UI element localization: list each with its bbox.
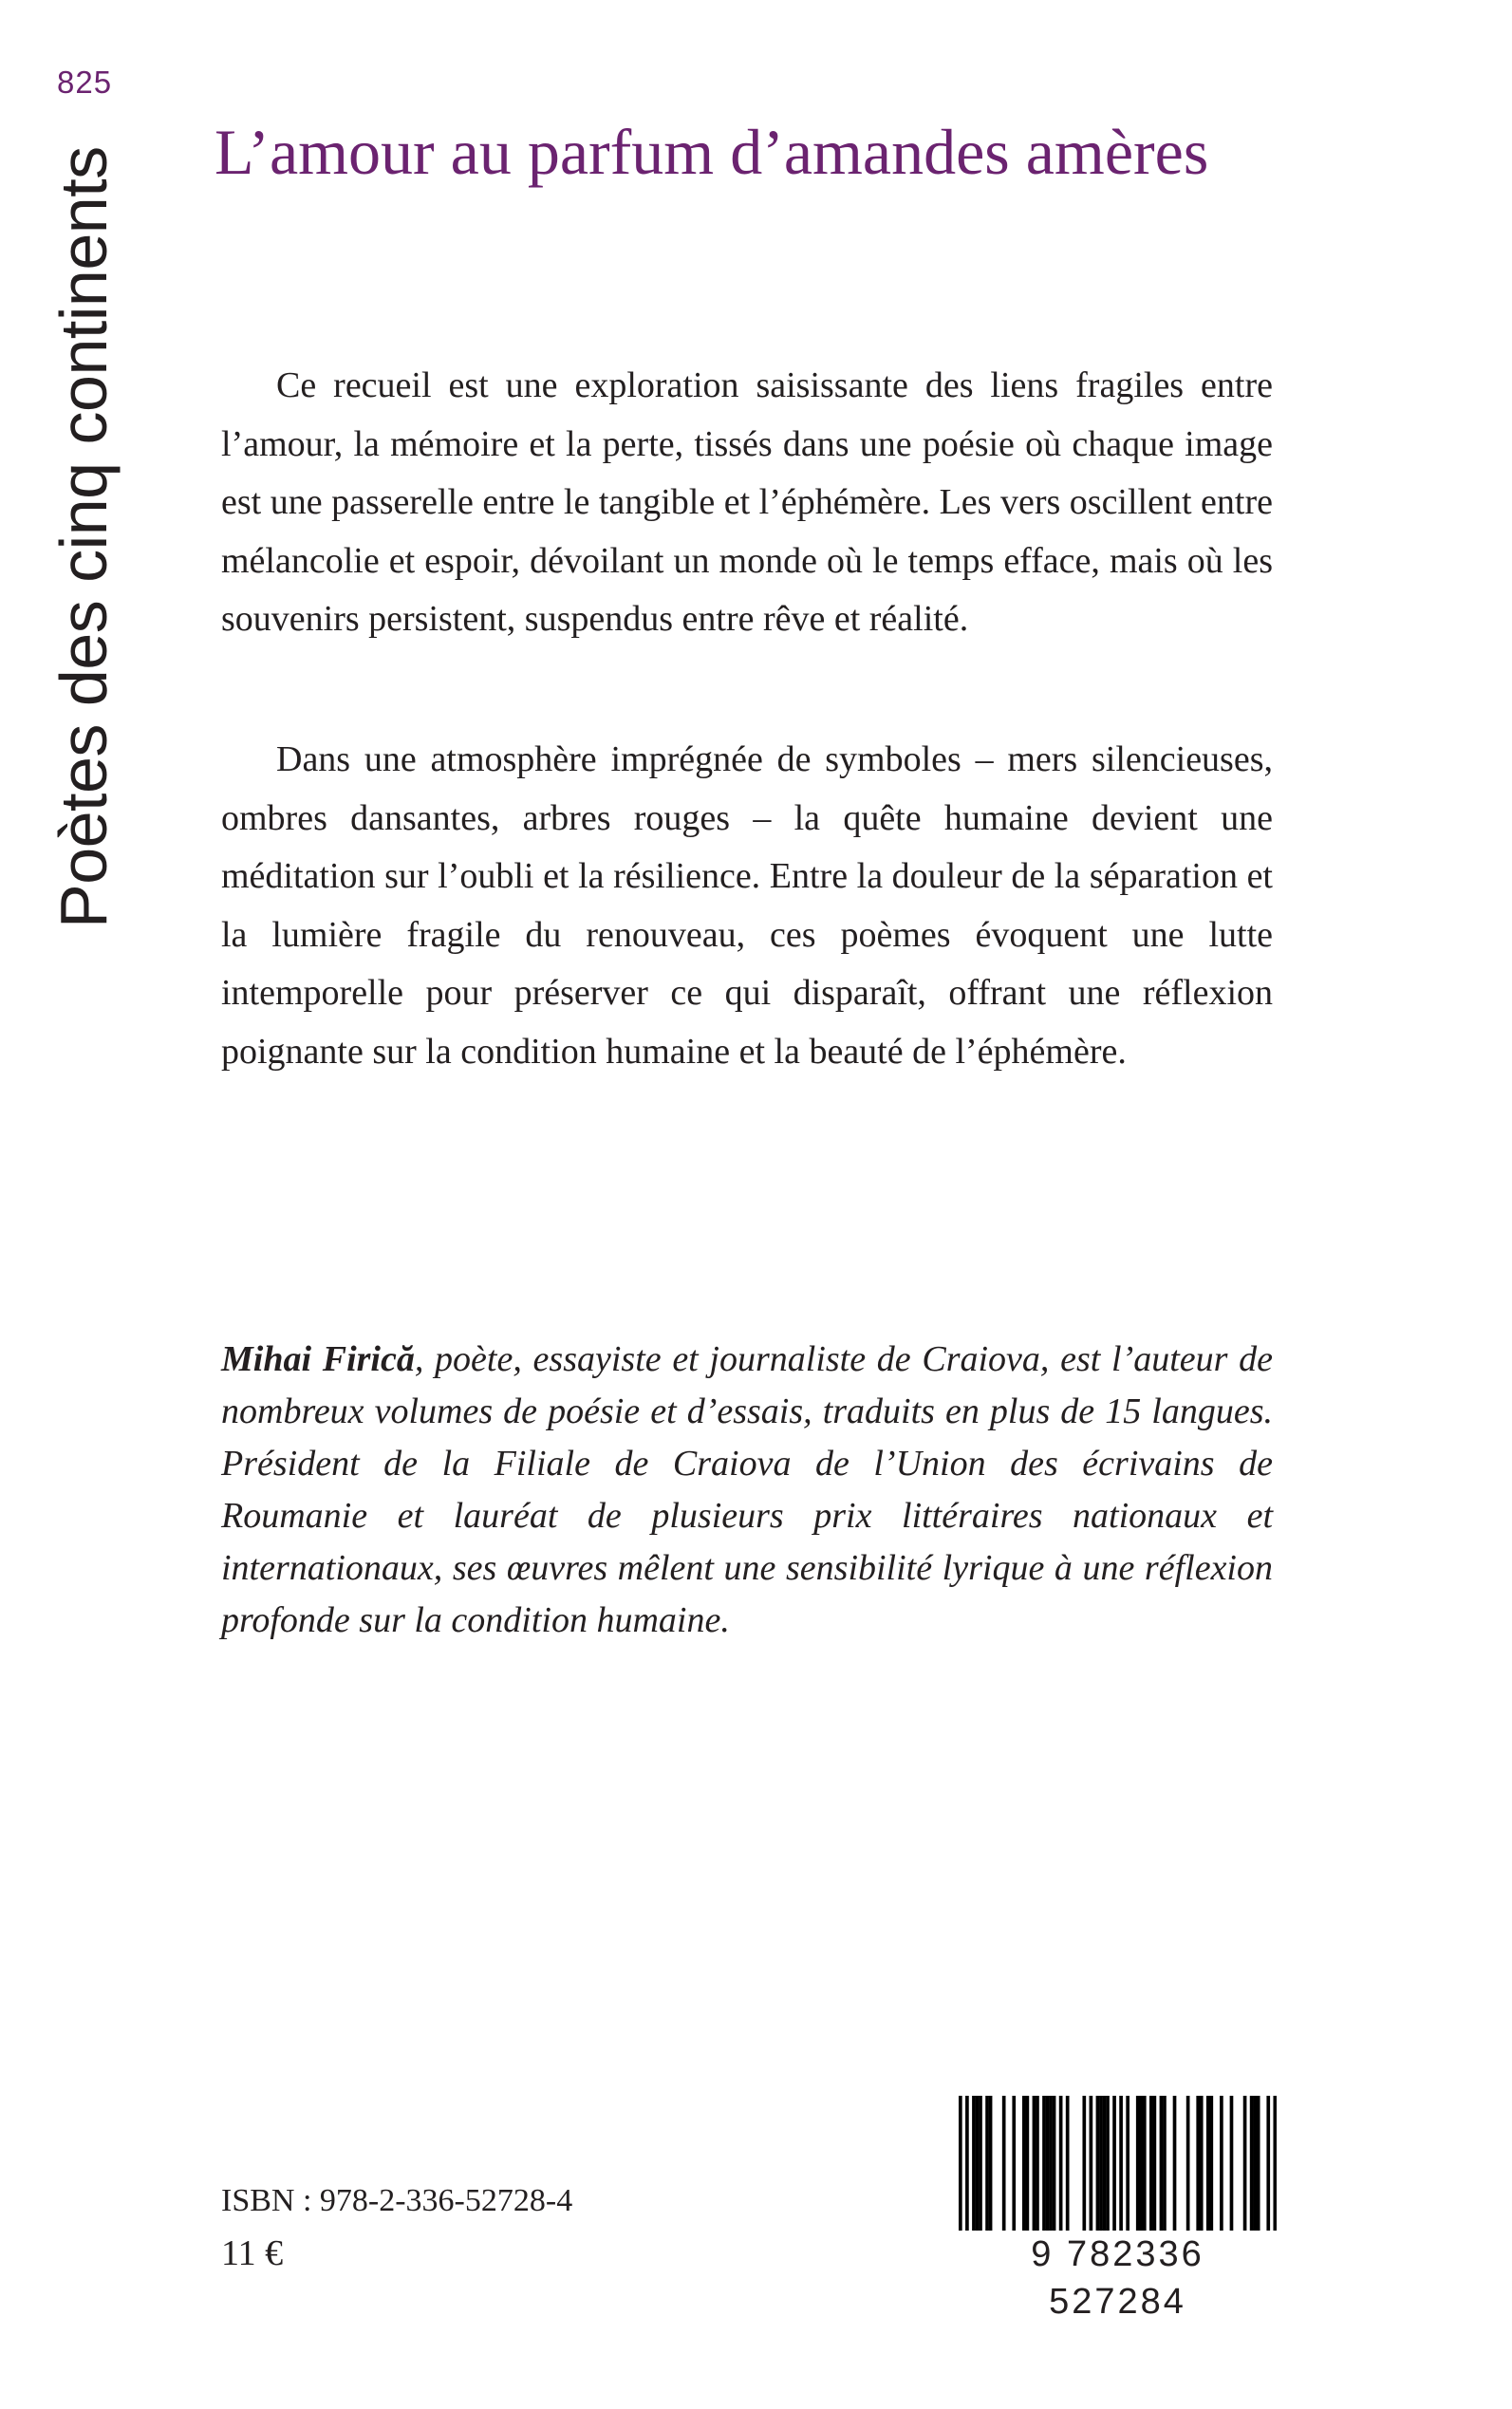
barcode-bar: [1173, 2096, 1177, 2233]
barcode-bar: [959, 2096, 962, 2252]
barcode-bar: [1153, 2096, 1157, 2233]
barcode-bar: [1082, 2096, 1086, 2233]
barcode-bar: [1200, 2096, 1204, 2233]
barcode-bar: [1026, 2096, 1030, 2233]
barcode-bar: [1243, 2096, 1247, 2233]
barcode-bar: [1099, 2096, 1103, 2233]
barcode-bar: [1012, 2096, 1016, 2233]
barcode-bar: [1112, 2096, 1116, 2252]
barcode-bar: [1206, 2096, 1210, 2233]
book-title: L’amour au parfum d’amandes amères: [215, 116, 1209, 188]
barcode-bar: [985, 2096, 989, 2233]
barcode-bar: [1033, 2096, 1036, 2233]
barcode: [959, 2096, 1277, 2322]
barcode-bar: [1036, 2096, 1039, 2233]
barcode-bar: [1143, 2096, 1147, 2233]
blurb-paragraph-1: Ce recueil est une exploration saisissante des liens fragiles entre l’amour, la mémoire et la perte, tissés dans une poésie où chaque image est une passerelle entre le tangible et l’éphémère. Les vers oscillent entre mélancolie et espoir, dévoilant un monde où le temps efface, mais où les souvenirs persistent, suspendus entre rêve et réalité.: [221, 365, 1273, 639]
author-name: Mihai Firică: [221, 1339, 415, 1379]
barcode-bar: [1257, 2096, 1260, 2233]
barcode-bar: [1059, 2096, 1063, 2233]
barcode-bar: [1160, 2096, 1164, 2233]
barcode-bar: [1266, 2096, 1270, 2252]
barcode-bar: [1250, 2096, 1254, 2233]
barcode-bar: [1096, 2096, 1100, 2233]
barcode-bar: [1090, 2096, 1093, 2233]
barcode-bar: [1196, 2096, 1200, 2233]
barcode-bars: [959, 2096, 1277, 2252]
barcode-bar: [976, 2096, 980, 2233]
barcode-bar: [972, 2096, 976, 2233]
barcode-bar: [1053, 2096, 1056, 2233]
barcode-bar: [1126, 2096, 1129, 2233]
barcode-bar: [1046, 2096, 1050, 2233]
author-bio-text: , poète, essayiste et journaliste de Craiova, est l’auteur de nombreux volumes de poésie et d’essais, traduits en plus de 15 langues. Président de la Filiale de Craiova de l’Union des écrivains de Roumanie et lauréat de plusieurs prix littéraires nationaux et internationaux, ses œuvres mêlent une sensibilité lyrique à une réflexion profonde sur la condition humaine.: [221, 1339, 1274, 1640]
barcode-bar: [1139, 2096, 1143, 2233]
barcode-bar: [1209, 2096, 1213, 2233]
price: 11 €: [221, 2233, 284, 2273]
barcode-bar: [1186, 2096, 1190, 2233]
blurb-paragraph-2: Dans une atmosphère imprégnée de symboles – mers silencieuses, ombres dansantes, arbres rouges – la quête humaine devient une méditation sur l’oubli et la résilience. Entre la douleur de la séparation et la lumière fragile du renouveau, ces poèmes évoquent une lutte intemporelle pour préserver ce qui disparaît, offrant une réflexion poignante sur la condition humaine et la beauté de l’éphémère.: [221, 739, 1273, 1072]
barcode-bar: [1273, 2096, 1277, 2252]
barcode-bar: [1049, 2096, 1053, 2233]
barcode-bar: [965, 2096, 969, 2252]
barcode-bar: [1136, 2096, 1140, 2233]
barcode-bar: [1230, 2096, 1234, 2233]
barcode-bar: [1220, 2096, 1223, 2233]
barcode-bar: [1253, 2096, 1257, 2233]
barcode-bar: [1106, 2096, 1110, 2233]
barcode-bar: [1149, 2096, 1153, 2233]
barcode-bar: [979, 2096, 982, 2233]
barcode-bar: [1066, 2096, 1070, 2233]
barcode-bar: [989, 2096, 993, 2233]
barcode-number: 9 782336 527284: [959, 2231, 1277, 2325]
barcode-bar: [1042, 2096, 1046, 2233]
collection-number: 825: [57, 65, 113, 100]
collection-name-container: [46, 146, 121, 928]
barcode-bar: [1163, 2096, 1167, 2233]
barcode-bar: [1119, 2096, 1123, 2252]
author-bio: [221, 1334, 1273, 1647]
isbn: ISBN : 978-2-336-52728-4: [221, 2183, 573, 2218]
barcode-bar: [1103, 2096, 1107, 2233]
collection-name: Poètes des cinq continents: [47, 146, 121, 928]
barcode-bar: [1022, 2096, 1026, 2233]
barcode-bar: [1002, 2096, 1006, 2233]
